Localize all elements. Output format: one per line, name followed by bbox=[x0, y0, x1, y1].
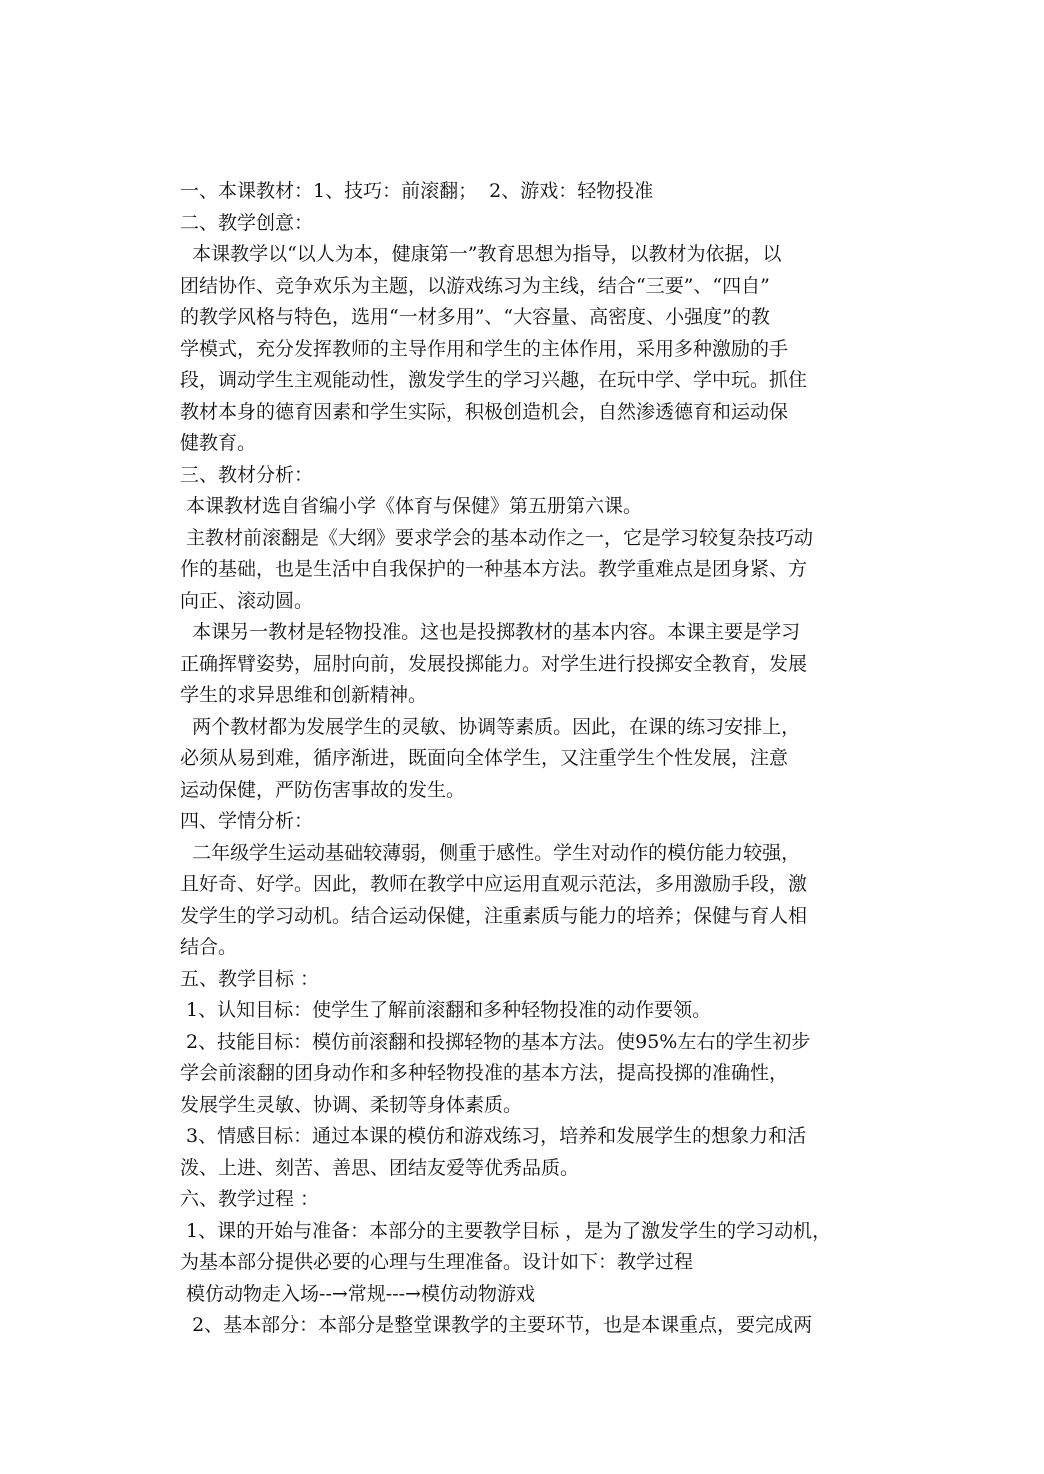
paragraph-line: 正确挥臂姿势，屈肘向前，发展投掷能力。对学生进行投掷安全教育，发展 bbox=[180, 652, 808, 675]
document-body bbox=[180, 176, 880, 1342]
paragraph-line: 运动保健，严防伤害事故的发生。 bbox=[180, 778, 466, 801]
heading-textbook-analysis: 三、教材分析： bbox=[180, 463, 314, 486]
paragraph-line: 必须从易到难，循序渐进，既面向全体学生，又注重学生个性发展，注意 bbox=[180, 747, 789, 769]
paragraph-line: 本课教材选自省编小学《体育与保健》第五册第六课。 bbox=[180, 495, 643, 517]
paragraph-line: 主教材前滚翻是《大纲》要求学会的基本动作之一，它是学习较复杂技巧动 bbox=[180, 526, 814, 549]
paragraph-line: 学生的求异思维和创新精神。 bbox=[180, 684, 428, 706]
paragraph-line: 本课另一教材是轻物投准。这也是投掷教材的基本内容。本课主要是学习 bbox=[180, 621, 801, 643]
paragraph-line: 向正、滚动圆。 bbox=[180, 589, 314, 612]
paragraph-line: 结合。 bbox=[180, 936, 238, 958]
paragraph-line: 发展学生灵敏、协调、柔韧等身体素质。 bbox=[180, 1093, 523, 1116]
paragraph-line: 健教育。 bbox=[180, 432, 257, 454]
paragraph-line: 1、认知目标：使学生了解前滚翻和多种轻物投准的动作要领。 bbox=[180, 999, 712, 1021]
paragraph-line: 发学生的学习动机。结合运动保健，注重素质与能力的培养；保健与育人相 bbox=[180, 904, 808, 927]
heading-teaching-process: 六、教学过程 ： bbox=[180, 1188, 320, 1210]
paragraph-line: 二年级学生运动基础较薄弱，侧重于感性。学生对动作的模仿能力较强， bbox=[180, 841, 801, 864]
paragraph-line: 团结协作、竞争欢乐为主题，以游戏练习为主线，结合“三要”、“四自” bbox=[180, 274, 770, 297]
paragraph-line: 教材本身的德育因素和学生实际，积极创造机会，自然渗透德育和运动保 bbox=[180, 400, 789, 423]
paragraph-line: 3、情感目标：通过本课的模仿和游戏练习，培养和发展学生的想象力和活 bbox=[180, 1125, 807, 1147]
paragraph-line: 2、技能目标：模仿前滚翻和投掷轻物的基本方法。使95%左右的学生初步 bbox=[180, 1030, 811, 1053]
paragraph-line: 模仿动物走入场--→常规---→模仿动物游戏 bbox=[180, 1282, 535, 1305]
paragraph-line: 1、课的开始与准备：本部分的主要教学目标 ，是为了激发学生的学习动机， bbox=[180, 1219, 832, 1242]
paragraph-line: 为基本部分提供必要的心理与生理准备。设计如下：教学过程 bbox=[180, 1251, 694, 1273]
heading-student-analysis: 四、学情分析： bbox=[180, 810, 314, 832]
paragraph-line: 学会前滚翻的团身动作和多种轻物投准的基本方法，提高投掷的准确性， bbox=[180, 1062, 789, 1084]
heading-teaching-goals: 五、教学目标 ： bbox=[180, 967, 320, 990]
paragraph-line: 学模式，充分发挥教师的主导作用和学生的主体作用，采用多种激励的手 bbox=[180, 337, 789, 360]
heading-textbook: 一、本课教材：1、技巧：前滚翻； 2、游戏：轻物投准 bbox=[180, 180, 654, 202]
paragraph-line: 作的基础，也是生活中自我保护的一种基本方法。教学重难点是团身紧、方 bbox=[180, 558, 808, 580]
heading-creative-idea: 二、教学创意： bbox=[180, 211, 314, 234]
paragraph-line: 的教学风格与特色，选用“一材多用”、“大容量、高密度、小强度”的教 bbox=[180, 306, 770, 328]
paragraph-line: 2、基本部分：本部分是整堂课教学的主要环节，也是本课重点，要完成两 bbox=[180, 1314, 813, 1336]
paragraph-line: 泼、上进、刻苦、善思、团结友爱等优秀品质。 bbox=[180, 1156, 580, 1179]
paragraph-line: 段，调动学生主观能动性，激发学生的学习兴趣，在玩中学、学中玩。抓住 bbox=[180, 369, 808, 391]
paragraph-line: 且好奇、好学。因此，教师在教学中应运用直观示范法，多用激励手段，激 bbox=[180, 873, 808, 895]
paragraph-line: 两个教材都为发展学生的灵敏、协调等素质。因此，在课的练习安排上， bbox=[180, 715, 801, 738]
paragraph-line: 本课教学以“以人为本，健康第一”教育思想为指导，以教材为依据，以 bbox=[180, 243, 782, 265]
